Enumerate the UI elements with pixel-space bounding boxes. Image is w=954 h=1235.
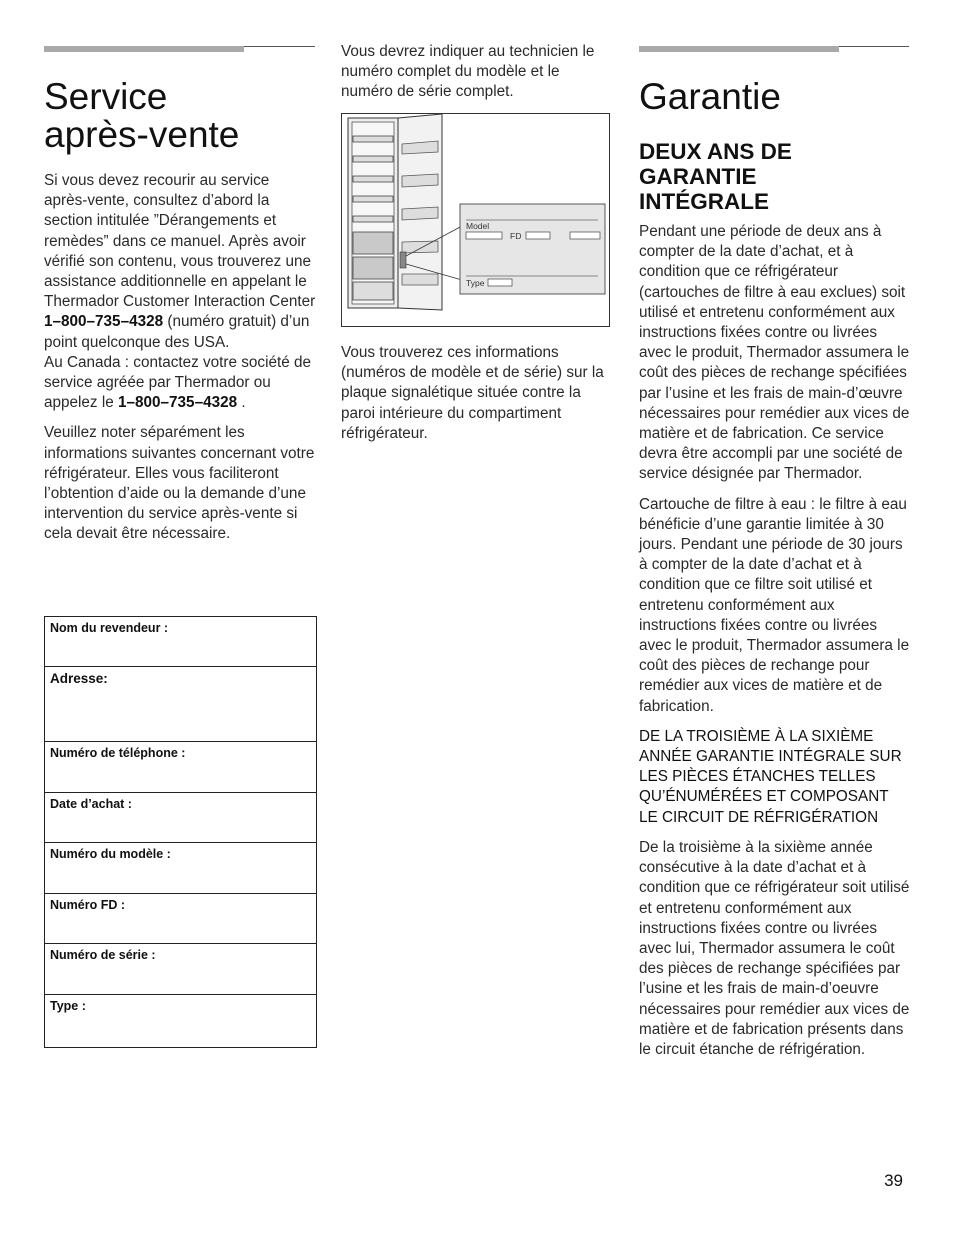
form-row-purchase-date[interactable] <box>45 793 316 843</box>
technician-note: Vous devrez indiquer au technicien le numéro complet du modèle et le numéro de série complet. <box>341 43 595 101</box>
warranty-subtitle-line2: GARANTIE <box>639 164 757 189</box>
service-info-form <box>44 616 317 1048</box>
form-label: Nom du revendeur : <box>50 621 169 635</box>
left-header-rule <box>244 46 315 47</box>
warranty-title: Garantie <box>639 76 781 117</box>
warranty-subtitle-line1: DEUX ANS DE <box>639 139 792 164</box>
page-number: 39 <box>884 1171 903 1190</box>
right-header-bar <box>639 46 839 52</box>
form-label: Numéro FD : <box>50 898 125 912</box>
form-label: Numéro de série : <box>50 948 156 962</box>
form-row-model-number[interactable] <box>45 843 316 894</box>
warranty-para2: Cartouche de filtre à eau : le filtre à eau bénéficie d’une garantie limitée à 30 jours. Pendant une période de 30 jours à compter de la date d’achat et à condition que ce filtre soit utilisé et entretenu conformément aux instructions fixées contre ou livrées avec le produit, Thermador assumera le coût des pièces de rechange pour remédier aux vices de matière et de fabrication. <box>639 495 910 715</box>
service-title <box>44 78 316 154</box>
service-text-a: Si vous devez recourir au service après-vente, consultez d’abord la section intitulée ”Dérangements et remèdes” dans ce manuel. Après avoir vérifié son contenu, vous trouverez une assistance additionnelle en appelant le Thermador Customer Interaction Center <box>44 172 316 311</box>
form-label: Type : <box>50 999 86 1013</box>
service-para1 <box>44 171 316 413</box>
warranty-para3: De la troisième à la sixième année consécutive à la date d’achat et à condition que ce réfrigérateur soit utilisé et entretenu conformément aux instructions fixées contre ou livrées avec lui, Thermador assumera le coût des pièces de rechange spécifiées par l’usine et les frais de main-d’oeuvre nécessaires pour remédier aux vices de matière et de fabrication présents dans le circuit étanche de réfrigération. <box>639 838 910 1058</box>
phone-number-canada: 1–800–735–4328 <box>118 394 238 412</box>
form-row-phone[interactable] <box>45 742 316 793</box>
form-row-address[interactable] <box>45 667 316 742</box>
service-title-line1: Service <box>44 76 168 117</box>
form-row-serial-number[interactable] <box>45 944 316 995</box>
right-header-rule <box>839 46 909 47</box>
service-title-line2: après-vente <box>44 114 240 155</box>
form-row-type[interactable] <box>45 995 316 1047</box>
phone-number-usa: 1–800–735–4328 <box>44 313 164 331</box>
plate-fd-label: FD <box>510 231 522 241</box>
service-para2: Veuillez noter séparément les informations suivantes concernant votre réfrigérateur. Elles vous faciliteront l’obtention d’aide ou la demande d’une intervention du service après-vente si cela devait être nécessaire. <box>44 424 315 543</box>
warranty-heading2: DE LA TROISIÈME À LA SIXIÈME ANNÉE GARANTIE INTÉGRALE SUR LES PIÈCES ÉTANCHES TELLES QU’ÉNUMÉRÉES ET COMPOSANT LE CIRCUIT DE RÉFRIGÉRATION <box>639 727 902 826</box>
form-row-dealer[interactable] <box>45 617 316 667</box>
form-row-fd-number[interactable] <box>45 894 316 944</box>
form-label: Numéro de téléphone : <box>50 746 186 760</box>
warranty-body <box>639 222 911 1070</box>
form-label: Date d’achat : <box>50 797 132 811</box>
form-label: Adresse: <box>50 671 108 686</box>
rating-plate-figure <box>341 113 610 327</box>
service-intro <box>44 171 316 555</box>
left-header-bar <box>44 46 244 52</box>
warranty-para1: Pendant une période de deux ans à compter de la date d’achat, et à condition que ce réfrigérateur (cartouches de filtre à eau exclues) soit utilisé et entretenu conformément aux instructions fixées contre ou livrées avec le produit, Thermador assumera le coût des pièces de rechange spécifiées par l’usine et les frais de main-d’œuvre nécessaires pour remédier aux vices de matière et de fabrication. Ce service devra être accompli par une société de service désignée par Thermador. <box>639 223 910 483</box>
warranty-subtitle-line3: INTÉGRALE <box>639 189 770 214</box>
refrigerator-illustration <box>342 114 609 326</box>
warranty-subtitle <box>639 139 909 214</box>
service-text-c: Au Canada : contactez votre société de service agréée par Thermador ou appelez le <box>44 353 312 412</box>
form-label: Numéro du modèle : <box>50 847 171 861</box>
rating-plate-caption: Vous trouverez ces informations (numéros de modèle et de série) sur la plaque signalétique située contre la paroi intérieure du compartiment réfrigérateur. <box>341 344 604 442</box>
service-text-d: . <box>237 394 246 412</box>
plate-model-label: Model <box>466 221 490 231</box>
service-text-b: (numéro gratuit) d’un point quelconque des USA. <box>44 313 310 351</box>
plate-type-label: Type <box>466 278 485 288</box>
